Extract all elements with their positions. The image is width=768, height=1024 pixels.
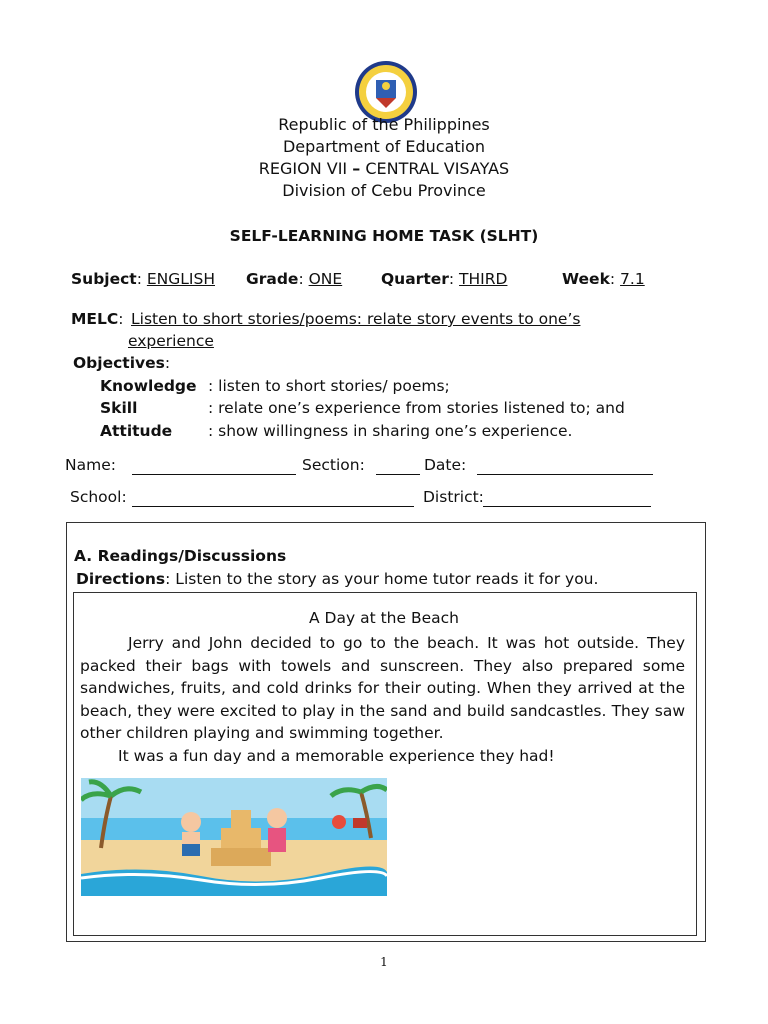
story-text [80,632,685,767]
subject-field: Subject: ENGLISH [71,270,215,288]
grade-label: Grade [246,270,299,288]
week-label: Week [562,270,610,288]
name-label: Name: [65,456,116,474]
story-paragraph-2: It was a fun day and a memorable experience they had! [118,746,555,765]
quarter-field: Quarter: THIRD [381,270,508,288]
attitude-text: : show willingness in sharing one’s experience. [208,422,573,440]
melc-label-wrap: MELC: [71,310,124,328]
melc-label: MELC [71,310,119,328]
quarter-value: THIRD [459,270,508,288]
header-republic: Republic of the Philippines [278,115,490,134]
school-line[interactable] [132,506,414,507]
school-label: School: [70,488,127,506]
district-line[interactable] [483,506,651,507]
section-line[interactable] [376,474,420,475]
page-title: SELF-LEARNING HOME TASK (SLHT) [229,227,539,245]
subject-value: ENGLISH [146,270,215,288]
name-line[interactable] [132,474,296,475]
grade-value: ONE [308,270,343,288]
story-title: A Day at the Beach [309,609,459,627]
melc-text-line2: experience [128,332,214,350]
subject-label: Subject [71,270,137,288]
header-region-dash: – [352,159,361,178]
header-department: Department of Education [282,137,486,156]
week-field: Week: 7.1 [562,270,645,288]
beach-illustration [81,778,387,908]
skill-text: : relate one’s experience from stories listened to; and [208,399,625,417]
section-label: Section: [302,456,365,474]
knowledge-label: Knowledge [100,377,197,395]
page-number: 1 [380,955,388,969]
district-label: District: [423,488,484,506]
header-region-a: REGION VII [258,159,353,178]
skill-label: Skill [100,399,138,417]
story-paragraph-1: Jerry and John decided to go to the beach. It was hot outside. They packed their bags with towels and sunscreen. They also prepared some sandwiches, fruits, and cold drinks for their outing. When they arrived at the beach, they were excited to play in the sand and build sandcastles. They saw other children playing and swimming together. [80,634,685,742]
header-region [0,158,768,180]
date-line[interactable] [477,474,653,475]
objectives-heading: Objectives: [73,354,171,372]
header-division: Division of Cebu Province [282,181,486,200]
grade-field: Grade: ONE [246,270,343,288]
date-label: Date: [424,456,467,474]
directions-label: Directions [76,570,166,588]
directions-text: : Listen to the story as your home tutor reads it for you. [165,570,599,588]
knowledge-text: : listen to short stories/ poems; [208,377,450,395]
melc-text-line1: Listen to short stories/poems: relate story events to one’s [131,310,581,328]
directions [76,570,598,588]
objectives-label: Objectives [73,354,165,372]
attitude-label: Attitude [100,422,173,440]
quarter-label: Quarter [381,270,449,288]
header-region-b: CENTRAL VISAYAS [360,159,510,178]
week-value: 7.1 [620,270,645,288]
section-a-heading: A. Readings/Discussions [74,547,287,565]
